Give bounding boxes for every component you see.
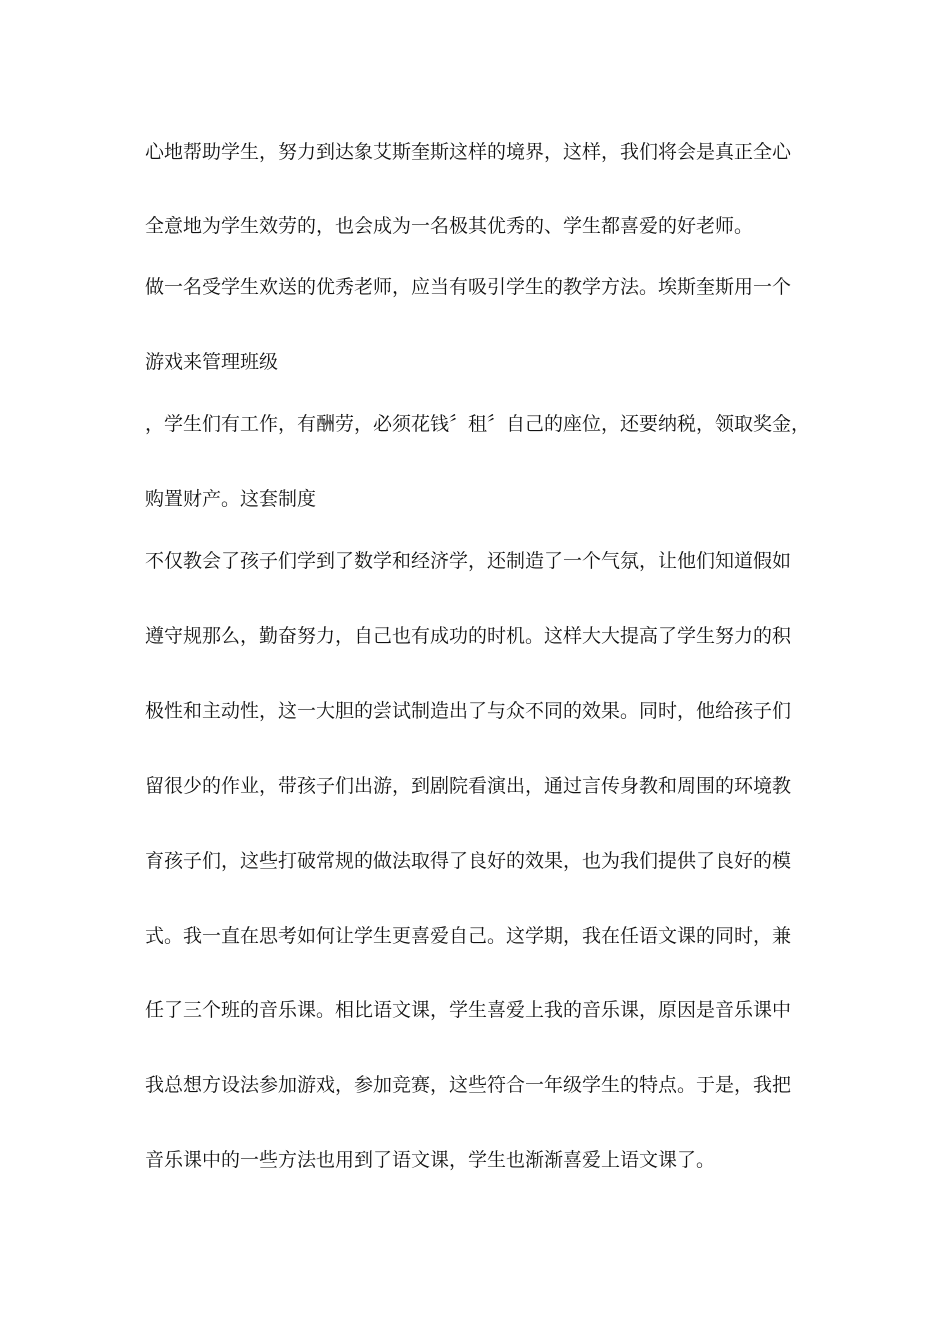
text-line: 做一名受学生欢送的优秀老师，应当有吸引学生的教学方法。埃斯奎斯用一个 — [145, 276, 792, 298]
text-line: 遵守规那么，勤奋努力，自己也有成功的时机。这样大大提高了学生努力的积 — [145, 625, 792, 647]
text-line: 任了三个班的音乐课。相比语文课，学生喜爱上我的音乐课，原因是音乐课中 — [145, 999, 792, 1021]
text-line: 留很少的作业，带孩子们出游，到剧院看演出，通过言传身教和周围的环境教 — [145, 775, 792, 797]
text-line: 心地帮助学生，努力到达象艾斯奎斯这样的境界，这样，我们将会是真正全心 — [145, 141, 792, 163]
text-line: 全意地为学生效劳的，也会成为一名极其优秀的、学生都喜爱的好老师。 — [145, 215, 754, 237]
text-line: 音乐课中的一些方法也用到了语文课，学生也渐渐喜爱上语文课了。 — [145, 1149, 716, 1171]
text-line: 购置财产。这套制度 — [145, 488, 317, 510]
text-line: 极性和主动性，这一大胆的尝试制造出了与众不同的效果。同时，他给孩子们 — [145, 700, 792, 722]
text-line: 不仅教会了孩子们学到了数学和经济学，还制造了一个气氛，让他们知道假如 — [145, 550, 792, 572]
text-line: 式。我一直在思考如何让学生更喜爱自己。这学期，我在任语文课的同时，兼 — [145, 925, 792, 947]
text-line: 我总想方设法参加游戏，参加竞赛，这些符合一年级学生的特点。于是，我把 — [145, 1074, 792, 1096]
text-line: 育孩子们，这些打破常规的做法取得了良好的效果，也为我们提供了良好的模 — [145, 850, 792, 872]
text-line: 游戏来管理班级 — [145, 351, 279, 373]
text-line: ，学生们有工作，有酬劳，必须花钱〞租〞自己的座位，还要纳税，领取奖金， — [145, 413, 811, 435]
